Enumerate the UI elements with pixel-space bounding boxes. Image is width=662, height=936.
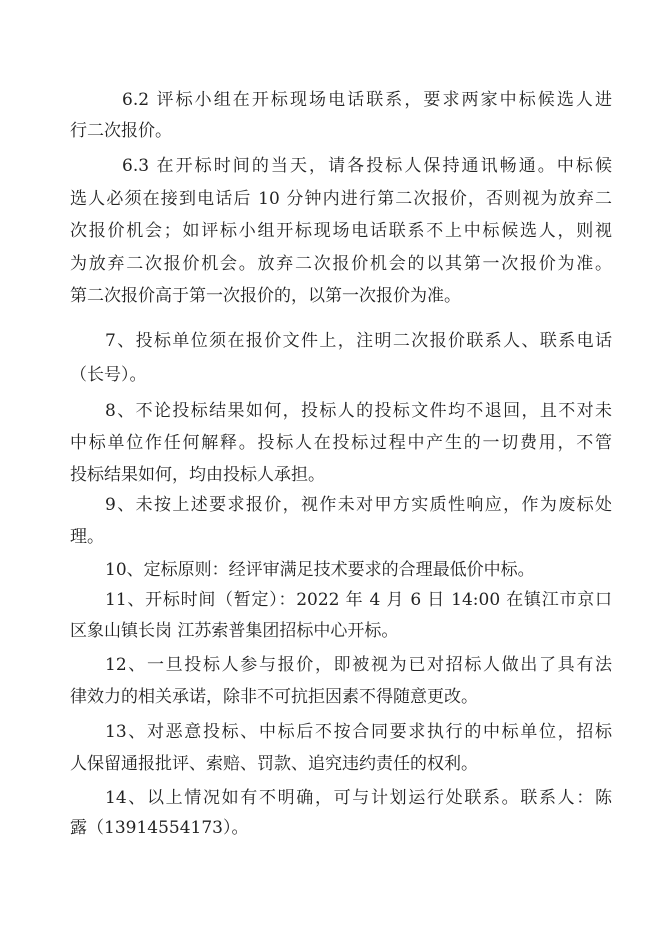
para-12-line-1: 12、一旦投标人参与报价，即被视为已对招标人做出了具有法 (105, 655, 612, 675)
para-6-3-line-3: 次报价机会；如评标小组开标现场电话联系不上中标候选人，则视 (70, 221, 612, 241)
para-8-line-2: 中标单位作任何解释。投标人在投标过程中产生的一切费用，不管 (70, 433, 612, 453)
para-13-line-1: 13、对恶意投标、中标后不按合同要求执行的中标单位，招标 (105, 722, 612, 742)
para-12-line-2: 律效力的相关承诺，除非不可抗拒因素不得随意更改。 (70, 687, 478, 707)
para-6-3-line-4: 为放弃二次报价机会。放弃二次报价机会的以其第一次报价为准。 (70, 254, 612, 274)
para-7-line-2: （长号）。 (70, 365, 147, 385)
para-7-line-1: 7、投标单位须在报价文件上，注明二次报价联系人、联系电话 (105, 331, 612, 351)
para-11-line-1: 11、开标时间（暂定）：2022 年 4 月 6 日 14:00 在镇江市京口 (105, 590, 612, 610)
para-13-line-2: 人保留通报批评、索赔、罚款、追究违约责任的权利。 (70, 754, 478, 774)
para-8-line-3: 投标结果如何，均由投标人承担。 (70, 465, 325, 485)
para-14-line-1: 14、以上情况如有不明确，可与计划运行处联系。联系人：陈 (105, 788, 612, 808)
para-8-line-1: 8、不论投标结果如何，投标人的投标文件均不退回，且不对未 (105, 401, 612, 421)
para-9-line-2: 理。 (70, 527, 104, 547)
para-6-2-line-2: 行二次报价。 (70, 121, 172, 141)
para-10-line-1: 10、定标原则：经评审满足技术要求的合理最低价中标。 (105, 560, 535, 580)
para-6-3-line-2: 选人必须在接到电话后 10 分钟内进行第二次报价，否则视为放弃二 (70, 189, 612, 209)
para-6-2-line-1: 6.2 评标小组在开标现场电话联系，要求两家中标候选人进 (122, 90, 612, 110)
para-11-line-2: 区象山镇长岗 江苏索普集团招标中心开标。 (70, 621, 399, 641)
para-9-line-1: 9、未按上述要求报价，视作未对甲方实质性响应，作为废标处 (105, 495, 612, 515)
para-6-3-line-1: 6.3 在开标时间的当天，请各投标人保持通讯畅通。中标候 (122, 156, 612, 176)
para-6-3-line-5: 第二次报价高于第一次报价的，以第一次报价为准。 (70, 286, 461, 306)
para-14-line-2: 露（13914554173）。 (70, 818, 249, 838)
